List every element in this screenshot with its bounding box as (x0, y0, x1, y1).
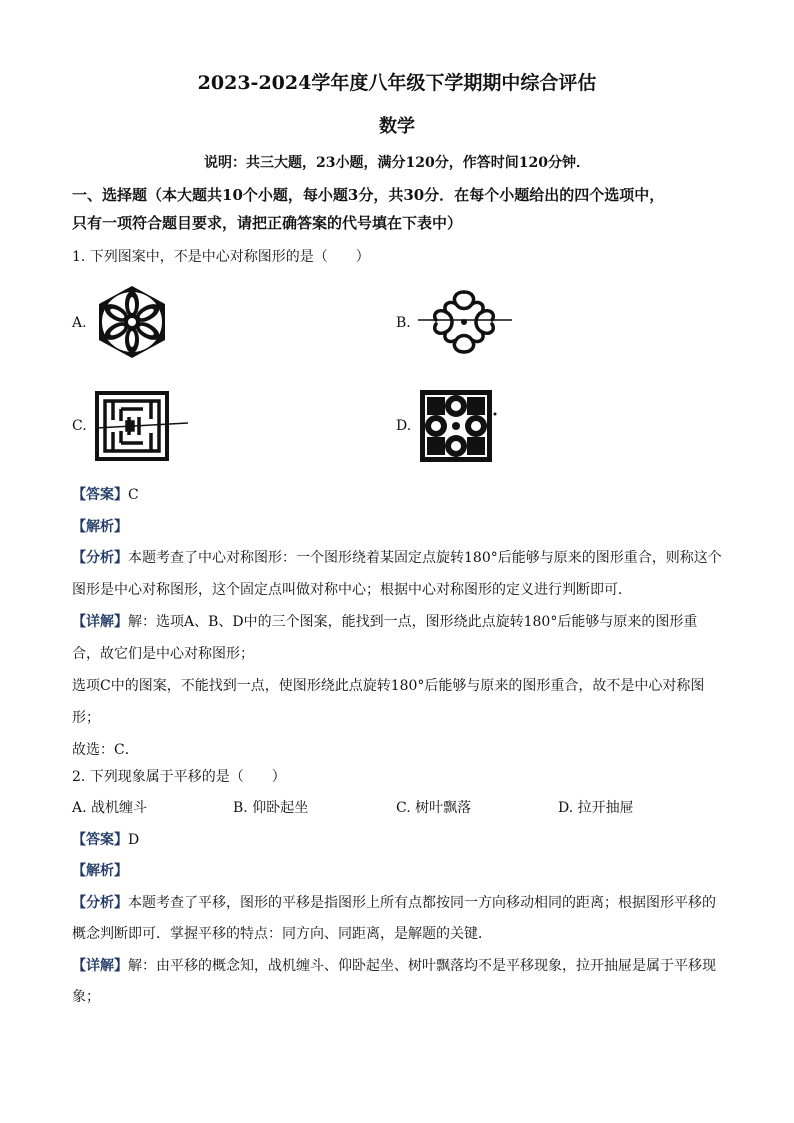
q2-fenxi-line2: 概念判断即可．掌握平移的特点：同方向、同距离，是解题的关键． (72, 926, 492, 942)
q1-answer-line (72, 484, 139, 504)
q1-answer-value: C (128, 487, 139, 503)
section-heading-line1: 一、选择题（本大题共10个小题，每小题3分，共30分．在每个小题给出的四个选项中， (72, 186, 665, 204)
detail-tag: 【详解】 (72, 614, 128, 630)
q1-detail-line2: 合，故它们是中心对称图形； (72, 646, 254, 662)
q2-fenxi-text1: 本题考查了平移，图形的平移是指图形上所有点都按同一方向移动相同的距离；根据图形平移的 (128, 895, 716, 911)
answer-tag: 【答案】 (72, 487, 128, 503)
q2-detail-line2: 象； (72, 989, 100, 1005)
q1-detail-line4: 形； (72, 710, 100, 726)
q2-detail-text1: 解：由平移的概念知，战机缠斗、仰卧起坐、树叶飘落均不是平移现象，拉开抽屉是属于平移现 (128, 958, 716, 974)
q1-fenxi-text1: 本题考查了中心对称图形：一个图形绕着某固定点旋转180°后能够与原来的图形重合，则称这个 (128, 550, 722, 566)
q2-answer-line (72, 829, 139, 849)
maze-square-figure (94, 390, 190, 462)
q2-option-c: C. 树叶飘落 (396, 800, 472, 816)
q2-fenxi-line1 (72, 892, 716, 912)
question-2-stem: 2. 下列现象属于平移的是（ ） (72, 769, 286, 785)
option-d-label: D. (396, 418, 412, 434)
q1-detail-line3: 选项C中的图案，不能找到一点，使图形绕此点旋转180°后能够与原来的图形重合，故不是中心对称图 (72, 678, 705, 694)
q2-option-b: B. 仰卧起坐 (233, 800, 309, 816)
hexagon-flower-figure (96, 284, 168, 360)
subject-title: 数学 (379, 116, 415, 137)
q1-analysis-tag: 【解析】 (72, 519, 128, 535)
q2-option-a: A. 战机缠斗 (72, 800, 148, 816)
answer-tag: 【答案】 (72, 832, 128, 848)
option-c-label: C. (72, 418, 87, 434)
floral-square-figure (418, 388, 498, 464)
instructions: 说明：共三大题，23小题，满分120分，作答时间120分钟． (204, 155, 590, 171)
option-a-label: A. (72, 315, 87, 331)
page-title: 2023-2024学年度八年级下学期期中综合评估 (197, 72, 597, 94)
detail-tag: 【详解】 (72, 958, 128, 974)
fenxi-tag: 【分析】 (72, 550, 128, 566)
q1-fenxi-line1 (72, 547, 722, 567)
q2-answer-value: D (128, 832, 140, 848)
fenxi-tag: 【分析】 (72, 895, 128, 911)
q2-detail-line1 (72, 955, 716, 975)
q2-option-d: D. 拉开抽屉 (558, 800, 634, 816)
q1-detail-text1: 解：选项A、B、D中的三个图案，能找到一点，图形绕此点旋转180°后能够与原来的图形重 (128, 614, 698, 630)
q1-detail-line5: 故选：C． (72, 742, 139, 758)
q1-fenxi-line2: 图形是中心对称图形，这个固定点叫做对称中心；根据中心对称图形的定义进行判断即可． (72, 582, 632, 598)
cloud-knot-figure (414, 286, 514, 358)
option-b-label: B. (396, 315, 411, 331)
q2-analysis-tag: 【解析】 (72, 863, 128, 879)
question-1-stem: 1. 下列图案中，不是中心对称图形的是（ ） (72, 249, 370, 265)
q1-detail-line1 (72, 611, 697, 631)
section-heading-line2: 只有一项符合题目要求，请把正确答案的代号填在下表中） (72, 214, 463, 232)
